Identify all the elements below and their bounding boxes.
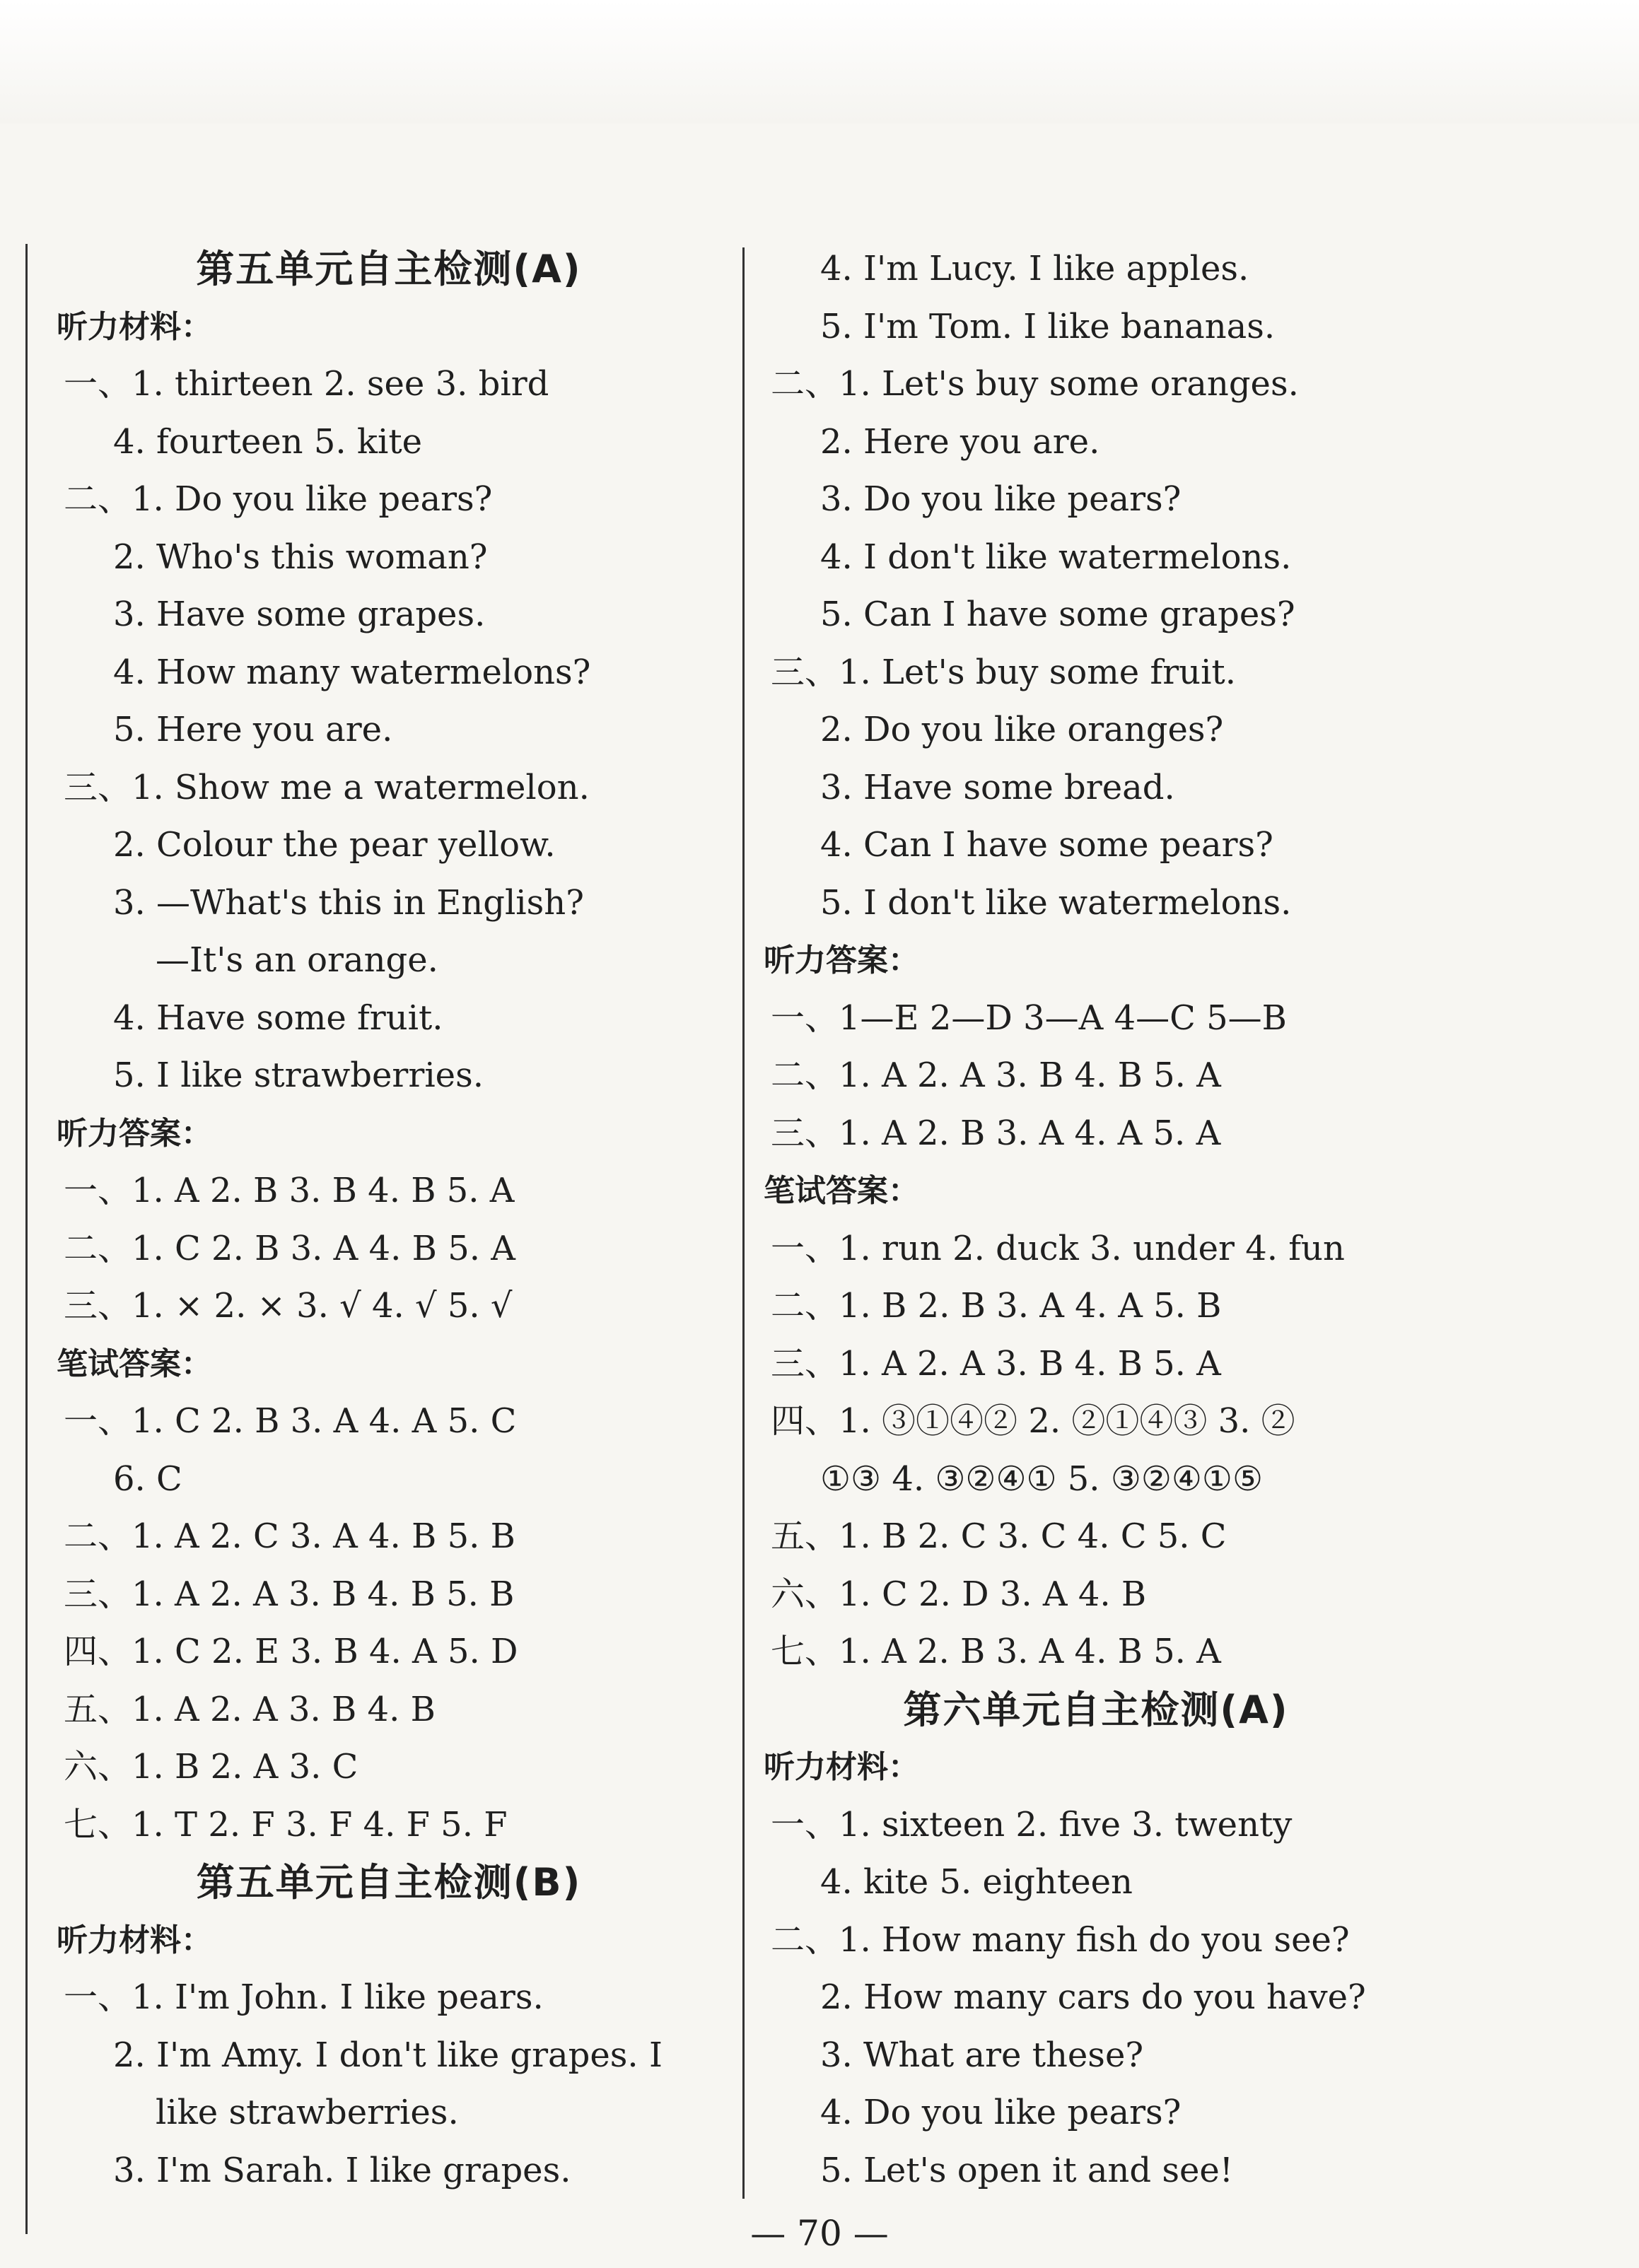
right-text-line: 3. Have some bread. (820, 767, 1175, 807)
right-text-line: 3. What are these? (820, 2035, 1144, 2075)
left-text-line: 5. Here you are. (113, 710, 393, 749)
right-text-line: 5. Let's open it and see! (820, 2150, 1234, 2190)
left-text-line: 4. Have some fruit. (113, 998, 443, 1038)
right-text-line: ①③ 4. ③②④① 5. ③②④①⑤ (820, 1459, 1263, 1499)
left-text-line: —It's an orange. (156, 940, 438, 980)
right-text-line: 5. Can I have some grapes? (820, 595, 1295, 634)
right-text-line: 5. I don't like watermelons. (820, 882, 1292, 923)
right-text-line: 七、1. A 2. B 3. A 4. B 5. A (771, 1632, 1221, 1671)
left-text-line: 3. —What's this in English? (113, 882, 584, 923)
left-text-line: 4. How many watermelons? (113, 652, 591, 692)
left-text-line: 四、1. C 2. E 3. B 4. A 5. D (64, 1632, 518, 1671)
left-text-line: 3. I'm Sarah. I like grapes. (113, 2150, 571, 2190)
right-text-line: 2. Here you are. (820, 421, 1100, 462)
left-text-line: 2. Who's this woman? (113, 537, 488, 577)
right-text-line: 2. How many cars do you have? (820, 1977, 1366, 2017)
left-text-line: 五、1. A 2. A 3. B 4. B (64, 1689, 436, 1729)
right-text-line: 4. Do you like pears? (820, 2093, 1182, 2132)
right-text-line: 六、1. C 2. D 3. A 4. B (771, 1574, 1147, 1614)
page-number: — 70 — (750, 2213, 889, 2254)
right-text-line: 一、1. run 2. duck 3. under 4. fun (771, 1228, 1345, 1268)
left-column (49, 240, 728, 2199)
right-text-line: 4. I'm Lucy. I like apples. (820, 249, 1249, 288)
left-text-line: 4. fourteen 5. kite (113, 421, 423, 462)
left-text-line: 三、1. × 2. × 3. √ 4. √ 5. √ (64, 1286, 513, 1326)
left-subheading: 听力答案： (57, 1115, 212, 1152)
left-text-line: 5. I like strawberries. (113, 1056, 484, 1095)
right-text-line: 二、1. How many fish do you see? (771, 1919, 1350, 1960)
right-text-line: 5. I'm Tom. I like bananas. (820, 306, 1276, 346)
left-section-title: 第五单元自主检测(A) (196, 247, 582, 291)
right-text-line: 4. I don't like watermelons. (820, 537, 1292, 577)
left-text-line: 一、1. A 2. B 3. B 4. B 5. A (64, 1171, 515, 1210)
right-text-line: 四、1. ③①④② 2. ②①④③ 3. ② (771, 1401, 1295, 1441)
right-text-line: 二、1. A 2. A 3. B 4. B 5. A (771, 1056, 1221, 1095)
right-text-line: 二、1. Let's buy some oranges. (771, 364, 1299, 404)
right-text-line: 三、1. Let's buy some fruit. (771, 652, 1236, 692)
left-subheading: 听力材料： (57, 1922, 212, 1958)
left-section-title: 第五单元自主检测(B) (196, 1860, 582, 1905)
left-text-line: 一、1. thirteen 2. see 3. bird (64, 364, 549, 404)
left-text-line: 七、1. T 2. F 3. F 4. F 5. F (64, 1804, 508, 1845)
right-subheading: 笔试答案： (764, 1173, 919, 1209)
left-text-line: like strawberries. (156, 2093, 459, 2132)
left-text-line: 2. Colour the pear yellow. (113, 825, 556, 865)
right-text-line: 4. Can I have some pears? (820, 825, 1273, 865)
right-text-line: 三、1. A 2. B 3. A 4. A 5. A (771, 1113, 1221, 1153)
right-text-line: 3. Do you like pears? (820, 479, 1182, 519)
scan-margin (0, 0, 1639, 124)
left-text-line: 一、1. I'm John. I like pears. (64, 1977, 544, 2017)
left-text-line: 六、1. B 2. A 3. C (64, 1747, 358, 1787)
right-subheading: 听力答案： (764, 942, 919, 978)
left-text-line: 3. Have some grapes. (113, 595, 486, 634)
right-text-line: 一、1—E 2—D 3—A 4—C 5—B (771, 998, 1287, 1038)
left-subheading: 听力材料： (57, 308, 212, 345)
left-border-rule (25, 244, 28, 2234)
left-text-line: 二、1. C 2. B 3. A 4. B 5. A (64, 1228, 515, 1268)
right-text-line: 三、1. A 2. A 3. B 4. B 5. A (771, 1343, 1221, 1384)
left-text-line: 三、1. Show me a watermelon. (64, 767, 590, 807)
left-subheading: 笔试答案： (57, 1345, 212, 1382)
right-section-title: 第六单元自主检测(A) (903, 1687, 1289, 1732)
right-column (757, 240, 1435, 2199)
left-text-line: 三、1. A 2. A 3. B 4. B 5. B (64, 1574, 515, 1614)
left-text-line: 二、1. Do you like pears? (64, 479, 493, 519)
right-text-line: 二、1. B 2. B 3. A 4. A 5. B (771, 1286, 1222, 1326)
right-text-line: 2. Do you like oranges? (820, 710, 1224, 749)
left-text-line: 6. C (113, 1459, 182, 1499)
right-text-line: 五、1. B 2. C 3. C 4. C 5. C (771, 1516, 1227, 1556)
right-text-line: 4. kite 5. eighteen (820, 1862, 1133, 1902)
left-text-line: 2. I'm Amy. I don't like grapes. I (113, 2035, 663, 2075)
column-divider (742, 247, 745, 2199)
left-text-line: 一、1. C 2. B 3. A 4. A 5. C (64, 1401, 517, 1441)
right-text-line: 一、1. sixteen 2. five 3. twenty (771, 1804, 1293, 1845)
left-text-line: 二、1. A 2. C 3. A 4. B 5. B (64, 1516, 515, 1556)
right-subheading: 听力材料： (764, 1749, 919, 1785)
